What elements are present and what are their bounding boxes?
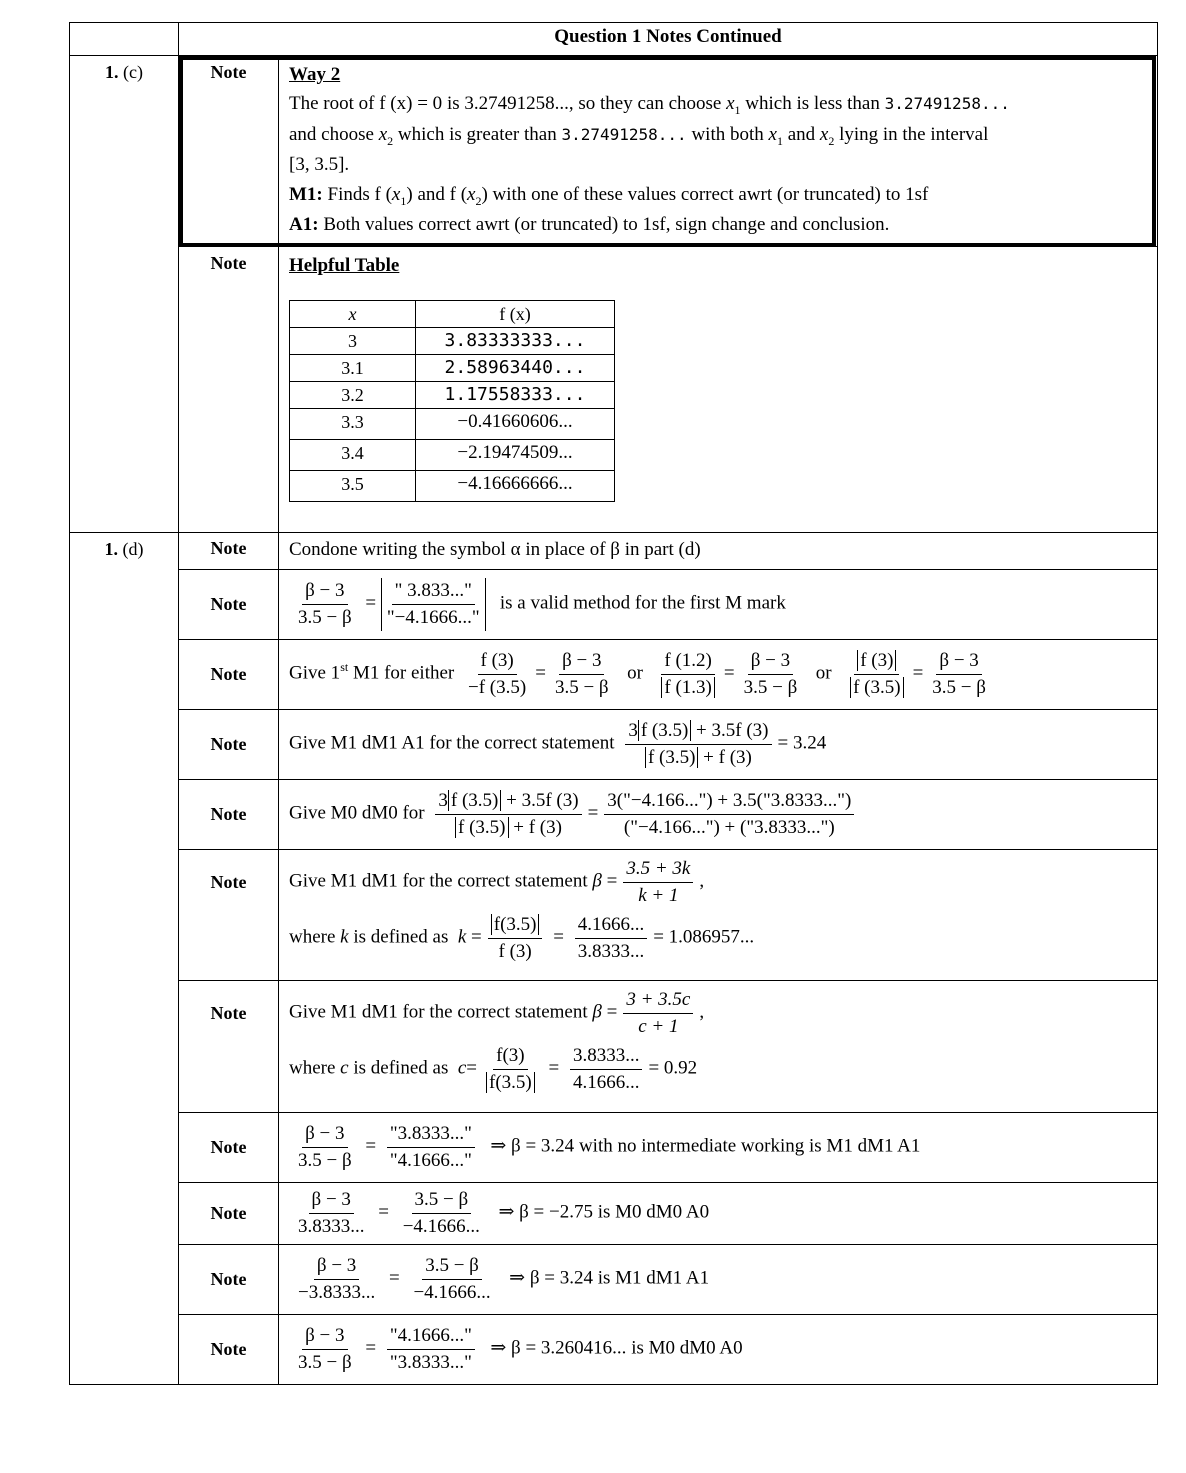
way2-title: Way 2	[289, 64, 341, 85]
page-title: Question 1 Notes Continued	[179, 23, 1158, 56]
correct-statement-note: Give M1 dM1 A1 for the correct statement $\frac{3 f (3.5) + 3.5f (3)}{f (3.5) + f (3)}$ = 3.24	[279, 709, 1158, 779]
first-m1-note: Give 1st M1 for either $\frac{f (3)}{-f (3.5)}$ = $\frac{\beta - 3}{3.5 - \beta}$ or $\frac{f (1.2)}{f (1.3)}$ = $\frac{\beta - 3}{3.5 - \beta}$ or $\frac{f (3)}{f (3.5)}$ = $\frac{\beta - 3}{3.5 - \beta}$	[279, 639, 1158, 709]
note-label: Note	[179, 1314, 279, 1384]
notes-table	[69, 22, 1158, 1385]
note-label: Note	[179, 849, 279, 980]
wrong-beta-note: $\frac{\beta - 3}{3.8333...}$ = $\frac{3.5 - \beta}{-4.1666...}$ ⇒ β = −2.75 is M0 dM0 A0	[279, 1182, 1158, 1244]
c-statement-note: Give M1 dM1 for the correct statement β = $\frac{3 + 3.5c}{c + 1}$ , where c is defined as c= $\frac{f(3)}{f(3.5)}$ = $\frac{3.8333...}{4.1666...}$ = 0.92	[279, 980, 1158, 1112]
k-statement-note: Give M1 dM1 for the correct statement β = $\frac{3.5 + 3k}{k + 1}$ , where k is defined as k = $\frac{f(3.5)}{f (3)}$ = $\frac{4.1666...}{3.8333...}$ = 1.086957...	[279, 849, 1158, 980]
helpful-table-title: Helpful Table	[289, 255, 400, 276]
note-label: Note	[179, 779, 279, 849]
table-row: 3.3 −0.41660606...	[290, 409, 615, 440]
note-label: Note	[179, 247, 279, 533]
m0-note: Give M0 dM0 for $\frac{3 f (3.5) + 3.5f (3)}{f (3.5) + f (3)}$ = $\frac{3("-4.166...") + 3.5("3.8333...")}{("-4.166...") + ("3.8333...")}$	[279, 779, 1158, 849]
note-label: Note	[179, 639, 279, 709]
note-label: Note	[179, 1244, 279, 1314]
table-row: 3.5 −4.16666666...	[290, 471, 615, 502]
helpful-table-note	[279, 247, 1158, 533]
note-label: Note	[179, 709, 279, 779]
table-row: 3.4 −2.19474509...	[290, 440, 615, 471]
table-row: 3.1 2.58963440...	[290, 355, 615, 382]
swapped-values-note: $\frac{\beta - 3}{3.5 - \beta}$ = $\frac{"4.1666..."}{"3.8333..."}$ ⇒ β = 3.260416... is M0 dM0 A0	[279, 1314, 1158, 1384]
note-label: Note	[179, 569, 279, 639]
question-label-1d: 1. (d)	[70, 533, 179, 1384]
no-working-note: $\frac{\beta - 3}{3.5 - \beta}$ = $\frac{"3.8333..."}{"4.1666..."}$ ⇒ β = 3.24 with no intermediate working is M1 dM1 A1	[279, 1112, 1158, 1182]
note-label: Note	[179, 56, 279, 247]
note-label: Note	[179, 1112, 279, 1182]
table-row: 3 3.83333333...	[290, 328, 615, 355]
helpful-table: x f (x) 3 3.83333333... 3.1 2.58963440... 3.2 1.17558333... 3.3 −0.41660606... 3.4 −2.19474509... 3.5 −4.16666666...	[289, 300, 615, 502]
valid-method-note: $\frac{\beta - 3}{3.5 - \beta}$ = $\frac{" 3.833..."}{"-4.1666..."}$ is a valid method for the first M mark	[279, 569, 1158, 639]
way2-note: Way 2 The root of f (x) = 0 is 3.27491258..., so they can choose $x_1$ which is less than 3.27491258... and choose $x_2$ which is greater than 3.27491258... with both $x_1$ and $x_2$ lying in the interval [3, 3.5]. M1: Finds f $(x_1)$ and f $(x_2)$ with one of these values correct awrt (or truncated) to 1sf A1: Both values correct awrt (or truncated) to 1sf, sign change and conclusion.	[279, 56, 1158, 247]
condone-note: Condone writing the symbol α in place of β in part (d)	[279, 533, 1158, 569]
note-label: Note	[179, 533, 279, 569]
note-label: Note	[179, 980, 279, 1112]
negative-values-note: $\frac{\beta - 3}{-3.8333...}$ = $\frac{3.5 - \beta}{-4.1666...}$ ⇒ β = 3.24 is M1 dM1 A1	[279, 1244, 1158, 1314]
table-row: 3.2 1.17558333...	[290, 382, 615, 409]
note-label: Note	[179, 1182, 279, 1244]
question-label-1c: 1. (c)	[70, 56, 179, 533]
